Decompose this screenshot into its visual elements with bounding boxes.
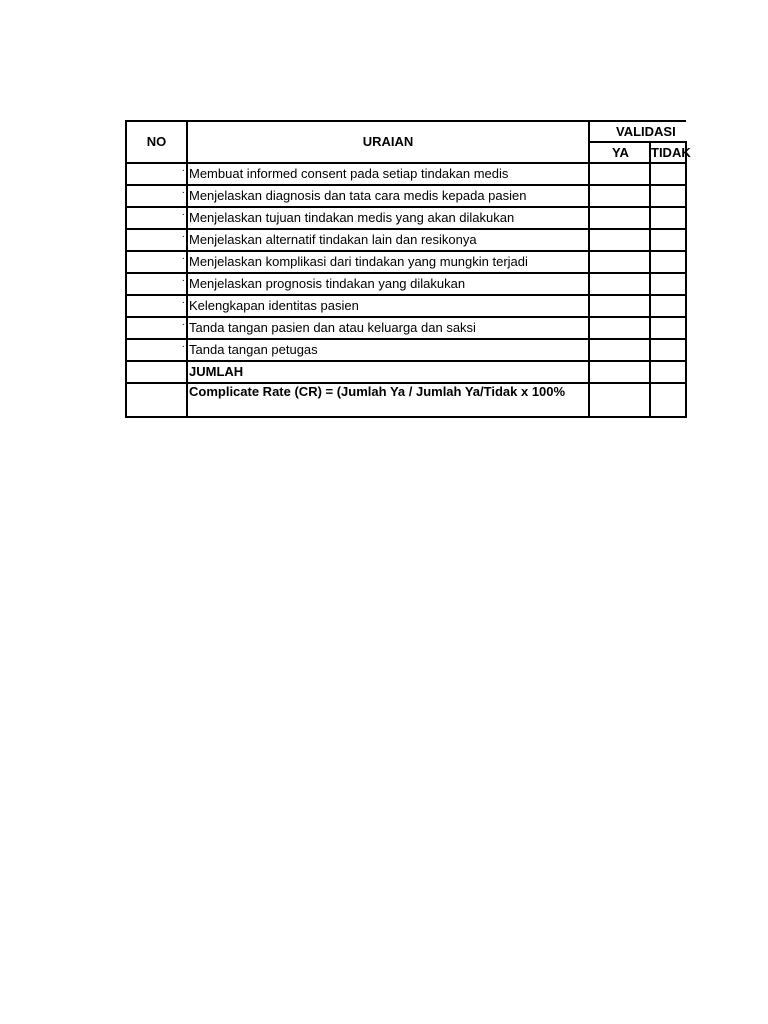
table-row	[126, 273, 686, 295]
header-ya: YA	[589, 142, 650, 163]
tidak-cell[interactable]	[650, 163, 686, 185]
total-label: JUMLAH	[187, 361, 589, 383]
table-row	[126, 163, 686, 185]
ya-cell[interactable]	[589, 339, 650, 361]
row-description: Menjelaskan diagnosis dan tata cara medis kepada pasien	[187, 185, 589, 207]
ya-cell[interactable]	[589, 317, 650, 339]
row-description: Tanda tangan petugas	[187, 339, 589, 361]
row-number: ·	[126, 339, 187, 361]
checklist-table	[125, 120, 691, 418]
header-no: NO	[126, 121, 187, 163]
tidak-cell[interactable]	[650, 273, 686, 295]
table-row	[126, 251, 686, 273]
table-row	[126, 185, 686, 207]
ya-cell[interactable]	[589, 295, 650, 317]
ya-cell[interactable]	[589, 251, 650, 273]
table-row	[126, 295, 686, 317]
row-number: ·	[126, 185, 187, 207]
formula-number-cell	[126, 383, 187, 417]
formula-text: Complicate Rate (CR) = (Jumlah Ya / Jumlah Ya/Tidak x 100%	[187, 383, 589, 417]
tidak-cell[interactable]	[650, 251, 686, 273]
table-row	[126, 207, 686, 229]
tidak-cell[interactable]	[650, 317, 686, 339]
ya-cell[interactable]	[589, 273, 650, 295]
tidak-cell[interactable]	[650, 295, 686, 317]
ya-cell[interactable]	[589, 163, 650, 185]
row-number: ·	[126, 251, 187, 273]
formula-row	[126, 383, 686, 417]
row-number: ·	[126, 163, 187, 185]
row-description: Menjelaskan prognosis tindakan yang dilakukan	[187, 273, 589, 295]
header-row	[126, 121, 686, 142]
tidak-cell[interactable]	[650, 339, 686, 361]
total-tidak-cell[interactable]	[650, 361, 686, 383]
row-number: ·	[126, 273, 187, 295]
row-description: Menjelaskan komplikasi dari tindakan yang mungkin terjadi	[187, 251, 589, 273]
ya-cell[interactable]	[589, 185, 650, 207]
tidak-cell[interactable]	[650, 185, 686, 207]
spreadsheet-page	[125, 120, 691, 418]
row-description: Menjelaskan tujuan tindakan medis yang akan dilakukan	[187, 207, 589, 229]
total-number-cell	[126, 361, 187, 383]
table-row	[126, 229, 686, 251]
tidak-cell[interactable]	[650, 229, 686, 251]
row-description: Menjelaskan alternatif tindakan lain dan resikonya	[187, 229, 589, 251]
header-tidak: TIDAK	[650, 142, 686, 163]
formula-ya-cell[interactable]	[589, 383, 650, 417]
row-description: Tanda tangan pasien dan atau keluarga dan saksi	[187, 317, 589, 339]
table-row	[126, 317, 686, 339]
table-row	[126, 339, 686, 361]
row-number: ·	[126, 317, 187, 339]
ya-cell[interactable]	[589, 207, 650, 229]
row-number: ·	[126, 229, 187, 251]
ya-cell[interactable]	[589, 229, 650, 251]
total-row	[126, 361, 686, 383]
header-validasi: VALIDASI	[589, 121, 686, 142]
row-description: Membuat informed consent pada setiap tindakan medis	[187, 163, 589, 185]
formula-tidak-cell[interactable]	[650, 383, 686, 417]
row-description: Kelengkapan identitas pasien	[187, 295, 589, 317]
header-uraian: URAIAN	[187, 121, 589, 163]
total-ya-cell[interactable]	[589, 361, 650, 383]
row-number: ·	[126, 295, 187, 317]
tidak-cell[interactable]	[650, 207, 686, 229]
row-number: ·	[126, 207, 187, 229]
